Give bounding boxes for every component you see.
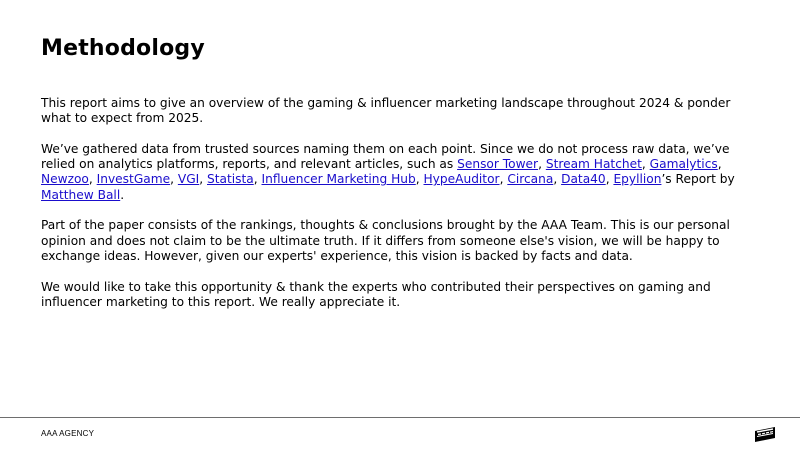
link-sensor-tower[interactable]: Sensor Tower bbox=[457, 157, 539, 172]
separator: , bbox=[641, 157, 650, 172]
link-matthew-ball[interactable]: Matthew Ball bbox=[41, 187, 121, 202]
separator: , bbox=[605, 172, 614, 187]
sources-intro: We’ve gathered data from trusted sources naming them on each point. Since we do not process raw data, we’ve relied on analytics platforms, reports, and relevant articles, such as bbox=[41, 141, 730, 172]
link-investgame[interactable]: InvestGame bbox=[96, 172, 171, 187]
link-stream-hatchet[interactable]: Stream Hatchet bbox=[545, 157, 642, 172]
footer-divider bbox=[0, 417, 800, 418]
separator: , bbox=[553, 172, 562, 187]
sentence-end: . bbox=[120, 187, 125, 202]
separator: , bbox=[170, 172, 178, 187]
methodology-body bbox=[41, 96, 741, 325]
link-statista[interactable]: Statista bbox=[207, 172, 254, 187]
separator: , bbox=[88, 172, 97, 187]
separator: , bbox=[499, 172, 508, 187]
paragraph-thanks: We would like to take this opportunity & thank the experts who contributed their perspectives on gaming and influencer marketing to this report. We really appreciate it. bbox=[41, 279, 711, 309]
link-data40[interactable]: Data40 bbox=[561, 172, 606, 187]
paragraph-overview: This report aims to give an overview of the gaming & influencer marketing landscape throughout 2024 & ponder what to expect from 2025. bbox=[41, 96, 731, 126]
separator: , bbox=[199, 172, 207, 187]
link-epyllion[interactable]: Epyllion bbox=[613, 172, 662, 187]
paragraph-sources bbox=[41, 142, 741, 203]
paragraph-team-opinion: Part of the paper consists of the rankings, thoughts & conclusions brought by the AAA Team. This is our personal opinion and does not claim to be the ultimate truth. If it differs from someone else's vision, we will be happy to exchange ideas. However, given our experts' experience, this vision is backed by facts and data. bbox=[41, 218, 730, 263]
report-by-text: ’s Report by bbox=[661, 172, 735, 187]
link-vgi[interactable]: VGI bbox=[177, 172, 200, 187]
separator: , bbox=[717, 157, 722, 172]
agency-logo-icon bbox=[754, 424, 776, 444]
link-influencer-marketing-hub[interactable]: Influencer Marketing Hub bbox=[261, 172, 416, 187]
separator: , bbox=[538, 157, 546, 172]
separator: , bbox=[253, 172, 262, 187]
separator: , bbox=[415, 172, 424, 187]
page-title: Methodology bbox=[41, 36, 205, 61]
link-circana[interactable]: Circana bbox=[507, 172, 554, 187]
link-hypeauditor[interactable]: HypeAuditor bbox=[423, 172, 500, 187]
footer-agency-name: AAA AGENCY bbox=[41, 429, 95, 438]
link-newzoo[interactable]: Newzoo bbox=[41, 172, 89, 187]
link-gamalytics[interactable]: Gamalytics bbox=[649, 157, 718, 172]
